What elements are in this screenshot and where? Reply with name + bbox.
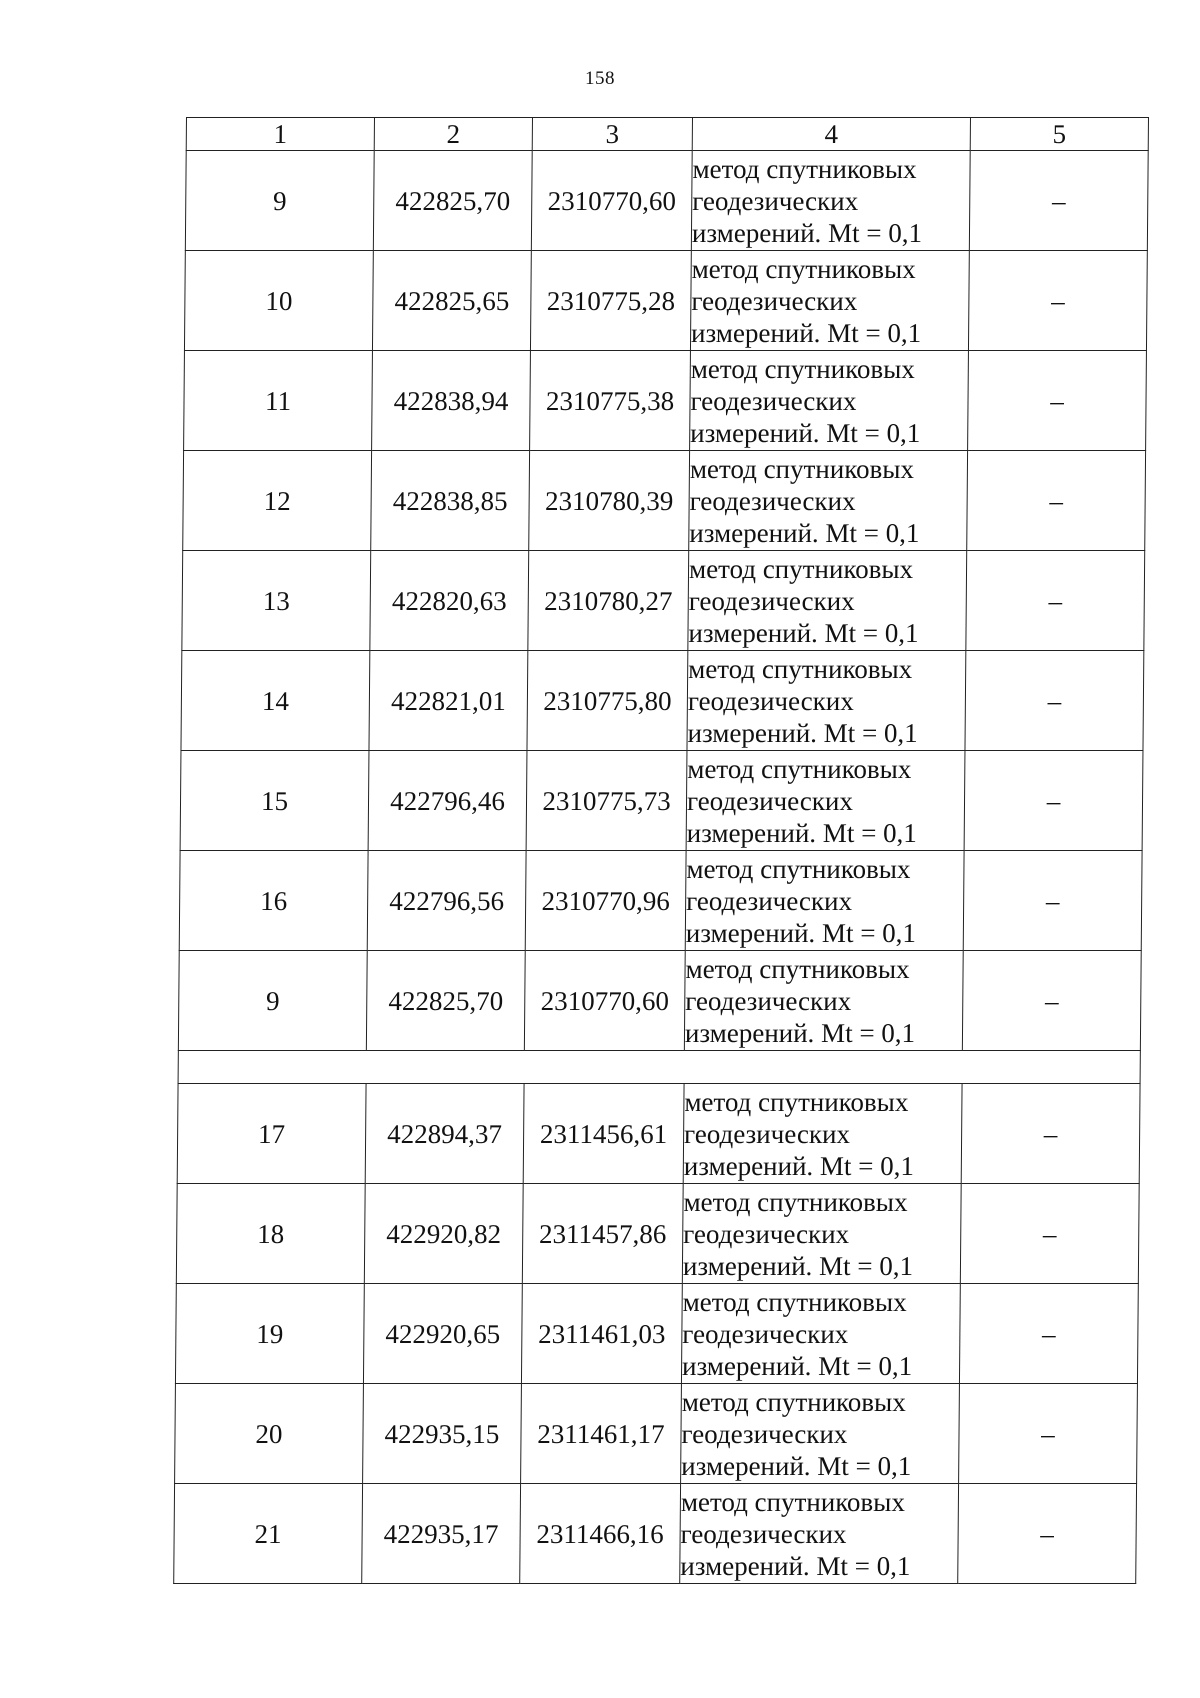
y-coordinate-cell: 2310780,39 (529, 451, 690, 551)
method-line-1: метод спутниковых (689, 453, 915, 484)
y-coordinate-cell: 2310770,60 (524, 951, 685, 1051)
coordinates-table-body (174, 118, 1149, 1584)
method-cell (685, 851, 964, 951)
x-coordinate-cell: 422821,01 (369, 651, 528, 751)
x-coordinate-cell: 422920,82 (364, 1184, 523, 1284)
x-coordinate-cell: 422796,56 (367, 851, 526, 951)
table-row (175, 1384, 1138, 1484)
table-header-row (186, 118, 1148, 151)
method-line-3: измерений. Mt = 0,1 (683, 1150, 915, 1181)
x-coordinate-cell: 422825,65 (372, 251, 531, 351)
note-cell: – (961, 1084, 1140, 1184)
point-number-cell: 21 (174, 1484, 363, 1584)
note-cell: – (959, 1284, 1138, 1384)
table-row (183, 451, 1146, 551)
method-cell (687, 651, 966, 751)
note-cell: – (962, 951, 1141, 1051)
y-coordinate-cell: 2311456,61 (523, 1084, 684, 1184)
method-line-3: измерений. Mt = 0,1 (690, 317, 922, 348)
method-line-2: геодезических (685, 985, 852, 1016)
coordinates-table (173, 117, 1149, 1584)
table-row (175, 1284, 1138, 1384)
note-cell: – (959, 1384, 1138, 1484)
note-cell: – (960, 1184, 1139, 1284)
table-row (185, 151, 1148, 251)
y-coordinate-cell: 2310775,38 (530, 351, 691, 451)
x-coordinate-cell: 422838,94 (372, 351, 531, 451)
point-number-cell: 10 (184, 251, 373, 351)
method-line-2: геодезических (687, 685, 854, 716)
method-cell (681, 1384, 960, 1484)
point-number-cell: 20 (175, 1384, 364, 1484)
method-line-2: геодезических (691, 285, 858, 316)
x-coordinate-cell: 422825,70 (366, 951, 525, 1051)
table-row (174, 1484, 1137, 1584)
note-cell: – (965, 651, 1144, 751)
method-line-3: измерений. Mt = 0,1 (688, 617, 919, 648)
note-cell: – (968, 351, 1147, 451)
method-line-1: метод спутниковых (691, 253, 916, 284)
table-row (184, 351, 1147, 451)
method-line-1: метод спутниковых (687, 753, 912, 784)
x-coordinate-cell: 422796,46 (368, 751, 527, 851)
separator-cell (178, 1051, 1140, 1084)
method-line-2: геодезических (692, 185, 859, 216)
method-line-2: геодезических (680, 1518, 847, 1549)
section-separator-row (178, 1051, 1140, 1084)
method-line-2: геодезических (690, 385, 857, 416)
method-cell (684, 951, 963, 1051)
method-line-3: измерений. Mt = 0,1 (687, 717, 918, 748)
method-line-1: метод спутниковых (686, 853, 911, 884)
y-coordinate-cell: 2311466,16 (520, 1484, 681, 1584)
method-line-1: метод спутниковых (685, 953, 910, 984)
point-number-cell: 13 (182, 551, 371, 651)
method-line-1: метод спутниковых (688, 653, 913, 684)
table-row (176, 1184, 1139, 1284)
table-row (177, 1084, 1140, 1184)
method-line-2: геодезических (686, 785, 854, 816)
note-cell: – (966, 551, 1145, 651)
method-line-3: измерений. Mt = 0,1 (689, 517, 920, 548)
x-coordinate-cell: 422935,15 (363, 1384, 522, 1484)
header-col-4: 4 (692, 118, 970, 151)
method-line-2: геодезических (682, 1318, 849, 1349)
method-cell (680, 1484, 959, 1584)
method-line-3: измерений. Mt = 0,1 (681, 1450, 912, 1481)
method-cell (683, 1084, 962, 1184)
method-line-1: метод спутниковых (680, 1486, 906, 1517)
point-number-cell: 11 (184, 351, 373, 451)
point-number-cell: 15 (180, 751, 369, 851)
method-line-3: измерений. Mt = 0,1 (680, 1550, 911, 1581)
method-line-3: измерений. Mt = 0,1 (682, 1250, 914, 1281)
method-line-2: геодезических (683, 1118, 851, 1149)
y-coordinate-cell: 2310775,28 (530, 251, 691, 351)
y-coordinate-cell: 2311461,17 (521, 1384, 682, 1484)
point-number-cell: 19 (175, 1284, 364, 1384)
method-line-2: геодезических (681, 1418, 848, 1449)
x-coordinate-cell: 422920,65 (363, 1284, 522, 1384)
note-cell: – (958, 1484, 1137, 1584)
table-row (182, 551, 1145, 651)
method-line-3: измерений. Mt = 0,1 (686, 817, 918, 848)
table-row (181, 651, 1144, 751)
y-coordinate-cell: 2310775,73 (526, 751, 687, 851)
method-cell (688, 551, 967, 651)
method-line-2: геодезических (688, 585, 855, 616)
note-cell: – (964, 751, 1143, 851)
table-row (180, 751, 1143, 851)
method-line-1: метод спутниковых (681, 1386, 906, 1417)
note-cell: – (963, 851, 1142, 951)
note-cell: – (967, 451, 1146, 551)
method-line-1: метод спутниковых (692, 153, 917, 184)
method-line-1: метод спутниковых (684, 1086, 909, 1117)
point-number-cell: 9 (185, 151, 374, 251)
method-line-3: измерений. Mt = 0,1 (690, 417, 921, 448)
method-line-3: измерений. Mt = 0,1 (685, 917, 917, 948)
method-line-1: метод спутниковых (683, 1186, 908, 1217)
table-row (179, 851, 1142, 951)
point-number-cell: 17 (177, 1084, 366, 1184)
method-line-2: геодезических (686, 885, 853, 916)
method-line-1: метод спутниковых (690, 353, 915, 384)
method-line-3: измерений. Mt = 0,1 (681, 1350, 913, 1381)
method-line-2: геодезических (689, 485, 856, 516)
table-row (184, 251, 1147, 351)
y-coordinate-cell: 2311457,86 (522, 1184, 683, 1284)
note-cell: – (969, 151, 1148, 251)
header-col-1: 1 (186, 118, 374, 151)
x-coordinate-cell: 422894,37 (365, 1084, 524, 1184)
header-col-5: 5 (970, 118, 1148, 151)
y-coordinate-cell: 2310770,60 (531, 151, 692, 251)
method-cell (690, 351, 969, 451)
note-cell: – (968, 251, 1147, 351)
x-coordinate-cell: 422825,70 (373, 151, 532, 251)
x-coordinate-cell: 422935,17 (362, 1484, 521, 1584)
header-col-3: 3 (532, 118, 692, 151)
point-number-cell: 16 (179, 851, 368, 951)
x-coordinate-cell: 422820,63 (370, 551, 529, 651)
x-coordinate-cell: 422838,85 (371, 451, 530, 551)
method-cell (686, 751, 965, 851)
page-number: 158 (585, 68, 615, 89)
point-number-cell: 14 (181, 651, 370, 751)
point-number-cell: 9 (178, 951, 367, 1051)
method-cell (682, 1184, 961, 1284)
method-cell (681, 1284, 960, 1384)
y-coordinate-cell: 2310770,96 (525, 851, 686, 951)
method-line-3: измерений. Mt = 0,1 (691, 217, 923, 248)
method-cell (691, 151, 970, 251)
table-row (178, 951, 1141, 1051)
y-coordinate-cell: 2310780,27 (528, 551, 689, 651)
point-number-cell: 18 (176, 1184, 365, 1284)
method-cell (690, 251, 969, 351)
header-col-2: 2 (374, 118, 532, 151)
method-line-1: метод спутниковых (682, 1286, 907, 1317)
method-cell (689, 451, 968, 551)
point-number-cell: 12 (183, 451, 372, 551)
method-line-3: измерений. Mt = 0,1 (684, 1017, 916, 1048)
y-coordinate-cell: 2311461,03 (521, 1284, 682, 1384)
method-line-2: геодезических (683, 1218, 850, 1249)
y-coordinate-cell: 2310775,80 (527, 651, 688, 751)
method-line-1: метод спутниковых (688, 553, 914, 584)
